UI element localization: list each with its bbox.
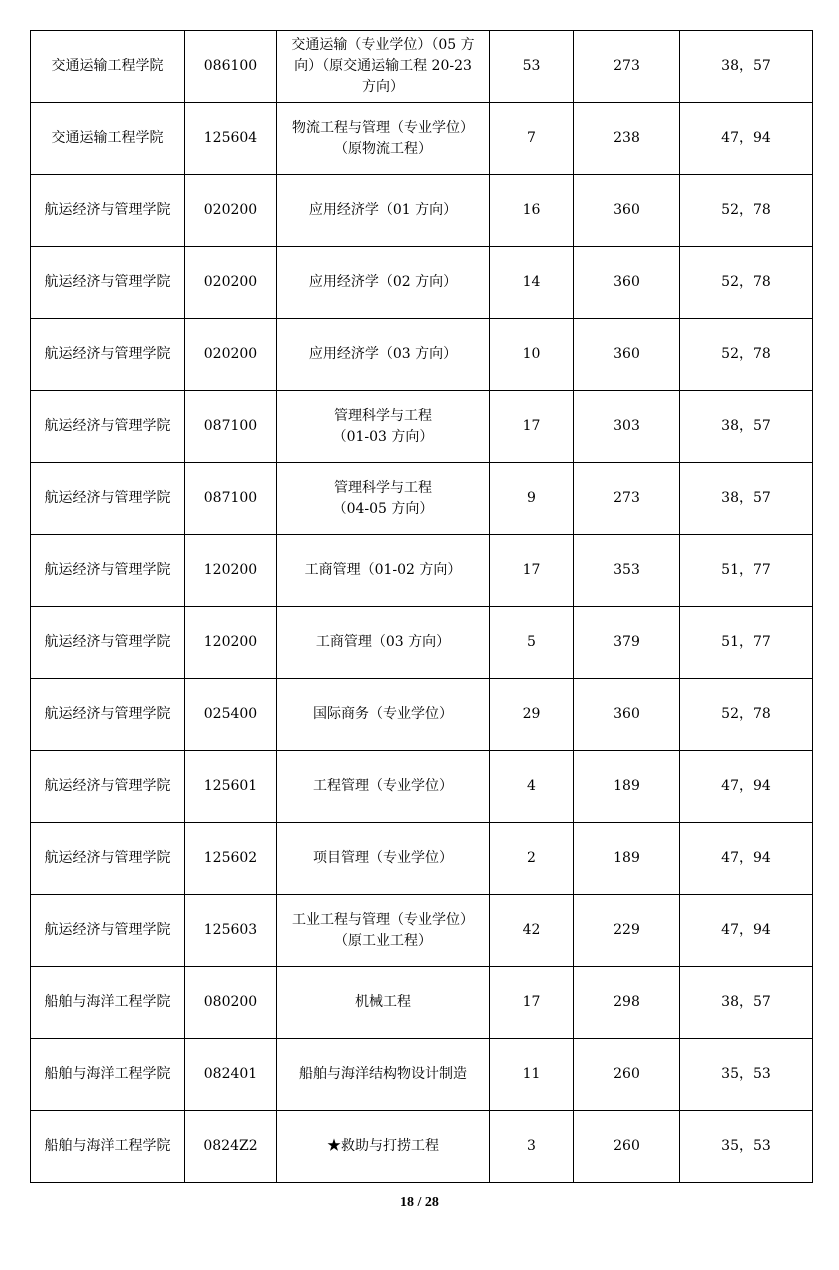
major-name-line: 管理科学与工程: [334, 479, 432, 496]
major-name-cell: [277, 607, 490, 679]
single-subject-score-cell: 52，78: [680, 319, 813, 391]
major-name-line: 应用经济学（03 方向）: [308, 346, 458, 362]
college-cell: 航运经济与管理学院: [31, 607, 185, 679]
total-score-cell: 379: [574, 607, 680, 679]
college-cell: 船舶与海洋工程学院: [31, 1111, 185, 1183]
major-name-cell: [277, 895, 490, 967]
major-name-line: ★救助与打捞工程: [327, 1138, 439, 1154]
major-code-cell: 020200: [185, 319, 277, 391]
single-subject-score-cell: 47，94: [680, 103, 813, 175]
total-score-cell: 189: [574, 823, 680, 895]
total-score-cell: 238: [574, 103, 680, 175]
college-cell: 航运经济与管理学院: [31, 247, 185, 319]
total-score-cell: 360: [574, 679, 680, 751]
college-cell: 航运经济与管理学院: [31, 391, 185, 463]
major-code-cell: 080200: [185, 967, 277, 1039]
admission-score-table: [30, 30, 813, 1183]
college-cell: 航运经济与管理学院: [31, 895, 185, 967]
table-row: [31, 607, 813, 679]
major-name-line: 向）（原交通运输工程 20-23: [294, 58, 472, 74]
quota-cell: 10: [490, 319, 574, 391]
table-row: [31, 535, 813, 607]
major-name-cell: [277, 247, 490, 319]
major-code-cell: 087100: [185, 463, 277, 535]
major-name-cell: [277, 751, 490, 823]
quota-cell: 9: [490, 463, 574, 535]
single-subject-score-cell: 47，94: [680, 823, 813, 895]
college-cell: 船舶与海洋工程学院: [31, 967, 185, 1039]
major-code-cell: 020200: [185, 247, 277, 319]
major-name-line: 机械工程: [355, 994, 411, 1010]
major-name-line: 应用经济学（02 方向）: [308, 274, 458, 290]
major-code-cell: 125602: [185, 823, 277, 895]
major-name-line: 工商管理（01-02 方向）: [304, 562, 462, 578]
single-subject-score-cell: 52，78: [680, 247, 813, 319]
major-code-cell: 082401: [185, 1039, 277, 1111]
single-subject-score-cell: 38，57: [680, 391, 813, 463]
total-score-cell: 229: [574, 895, 680, 967]
major-name-cell: [277, 175, 490, 247]
total-score-cell: 360: [574, 247, 680, 319]
major-name-line: （原物流工程）: [334, 140, 432, 157]
quota-cell: 42: [490, 895, 574, 967]
total-score-cell: 260: [574, 1039, 680, 1111]
table-row: [31, 1111, 813, 1183]
quota-cell: 11: [490, 1039, 574, 1111]
quota-cell: 17: [490, 391, 574, 463]
college-cell: 航运经济与管理学院: [31, 535, 185, 607]
major-name-cell: [277, 31, 490, 103]
table-row: [31, 247, 813, 319]
table-row: [31, 823, 813, 895]
single-subject-score-cell: 47，94: [680, 895, 813, 967]
single-subject-score-cell: 51，77: [680, 535, 813, 607]
major-code-cell: 125604: [185, 103, 277, 175]
quota-cell: 2: [490, 823, 574, 895]
page-number: 18 / 28: [400, 1195, 439, 1210]
major-name-cell: [277, 1039, 490, 1111]
single-subject-score-cell: 52，78: [680, 679, 813, 751]
major-code-cell: 120200: [185, 607, 277, 679]
single-subject-score-cell: 38，57: [680, 463, 813, 535]
major-name-line: 方向）: [362, 79, 404, 95]
quota-cell: 29: [490, 679, 574, 751]
major-name-cell: [277, 535, 490, 607]
total-score-cell: 189: [574, 751, 680, 823]
college-cell: 航运经济与管理学院: [31, 463, 185, 535]
table-row: [31, 175, 813, 247]
single-subject-score-cell: 35，53: [680, 1039, 813, 1111]
table-row: [31, 1039, 813, 1111]
major-code-cell: 125601: [185, 751, 277, 823]
major-code-cell: 125603: [185, 895, 277, 967]
college-cell: 航运经济与管理学院: [31, 679, 185, 751]
major-code-cell: 0824Z2: [185, 1111, 277, 1183]
quota-cell: 14: [490, 247, 574, 319]
table-row: [31, 751, 813, 823]
major-name-line: 工商管理（03 方向）: [315, 634, 451, 650]
major-name-line: 船舶与海洋结构物设计制造: [299, 1066, 467, 1082]
table-row: [31, 967, 813, 1039]
major-name-line: 工程管理（专业学位）: [313, 778, 453, 794]
single-subject-score-cell: 38，57: [680, 31, 813, 103]
total-score-cell: 298: [574, 967, 680, 1039]
major-name-cell: [277, 1111, 490, 1183]
total-score-cell: 360: [574, 319, 680, 391]
total-score-cell: 353: [574, 535, 680, 607]
single-subject-score-cell: 47，94: [680, 751, 813, 823]
college-cell: 航运经济与管理学院: [31, 823, 185, 895]
single-subject-score-cell: 51，77: [680, 607, 813, 679]
single-subject-score-cell: 38，57: [680, 967, 813, 1039]
major-name-cell: [277, 463, 490, 535]
major-name-line: 工业工程与管理（专业学位）: [292, 911, 474, 928]
major-code-cell: 086100: [185, 31, 277, 103]
quota-cell: 53: [490, 31, 574, 103]
total-score-cell: 273: [574, 31, 680, 103]
table-row: [31, 391, 813, 463]
table-row: [31, 463, 813, 535]
total-score-cell: 273: [574, 463, 680, 535]
major-name-line: 交通运输（专业学位）（05 方: [291, 37, 475, 53]
quota-cell: 4: [490, 751, 574, 823]
total-score-cell: 303: [574, 391, 680, 463]
major-name-cell: [277, 679, 490, 751]
single-subject-score-cell: 35，53: [680, 1111, 813, 1183]
major-name-line: 管理科学与工程: [334, 407, 432, 424]
major-code-cell: 025400: [185, 679, 277, 751]
college-cell: 航运经济与管理学院: [31, 175, 185, 247]
quota-cell: 7: [490, 103, 574, 175]
major-name-cell: [277, 319, 490, 391]
table-row: [31, 679, 813, 751]
major-code-cell: 120200: [185, 535, 277, 607]
major-name-line: （原工业工程）: [334, 932, 432, 949]
major-name-cell: [277, 967, 490, 1039]
quota-cell: 17: [490, 967, 574, 1039]
major-name-cell: [277, 391, 490, 463]
college-cell: 交通运输工程学院: [31, 31, 185, 103]
table-row: [31, 31, 813, 103]
major-name-line: 项目管理（专业学位）: [313, 850, 453, 866]
major-code-cell: 087100: [185, 391, 277, 463]
quota-cell: 5: [490, 607, 574, 679]
major-name-line: （01-03 方向）: [332, 428, 434, 445]
major-name-cell: [277, 103, 490, 175]
total-score-cell: 360: [574, 175, 680, 247]
major-name-line: 应用经济学（01 方向）: [308, 202, 458, 218]
total-score-cell: 260: [574, 1111, 680, 1183]
quota-cell: 16: [490, 175, 574, 247]
table-row: [31, 319, 813, 391]
college-cell: 航运经济与管理学院: [31, 751, 185, 823]
single-subject-score-cell: 52，78: [680, 175, 813, 247]
major-name-line: 物流工程与管理（专业学位）: [292, 119, 474, 136]
college-cell: 交通运输工程学院: [31, 103, 185, 175]
table-body: [31, 31, 813, 1183]
quota-cell: 3: [490, 1111, 574, 1183]
table-row: [31, 103, 813, 175]
college-cell: 航运经济与管理学院: [31, 319, 185, 391]
major-name-cell: [277, 823, 490, 895]
quota-cell: 17: [490, 535, 574, 607]
table-row: [31, 895, 813, 967]
major-name-line: 国际商务（专业学位）: [313, 706, 453, 722]
major-code-cell: 020200: [185, 175, 277, 247]
major-name-line: （04-05 方向）: [332, 500, 434, 517]
college-cell: 船舶与海洋工程学院: [31, 1039, 185, 1111]
